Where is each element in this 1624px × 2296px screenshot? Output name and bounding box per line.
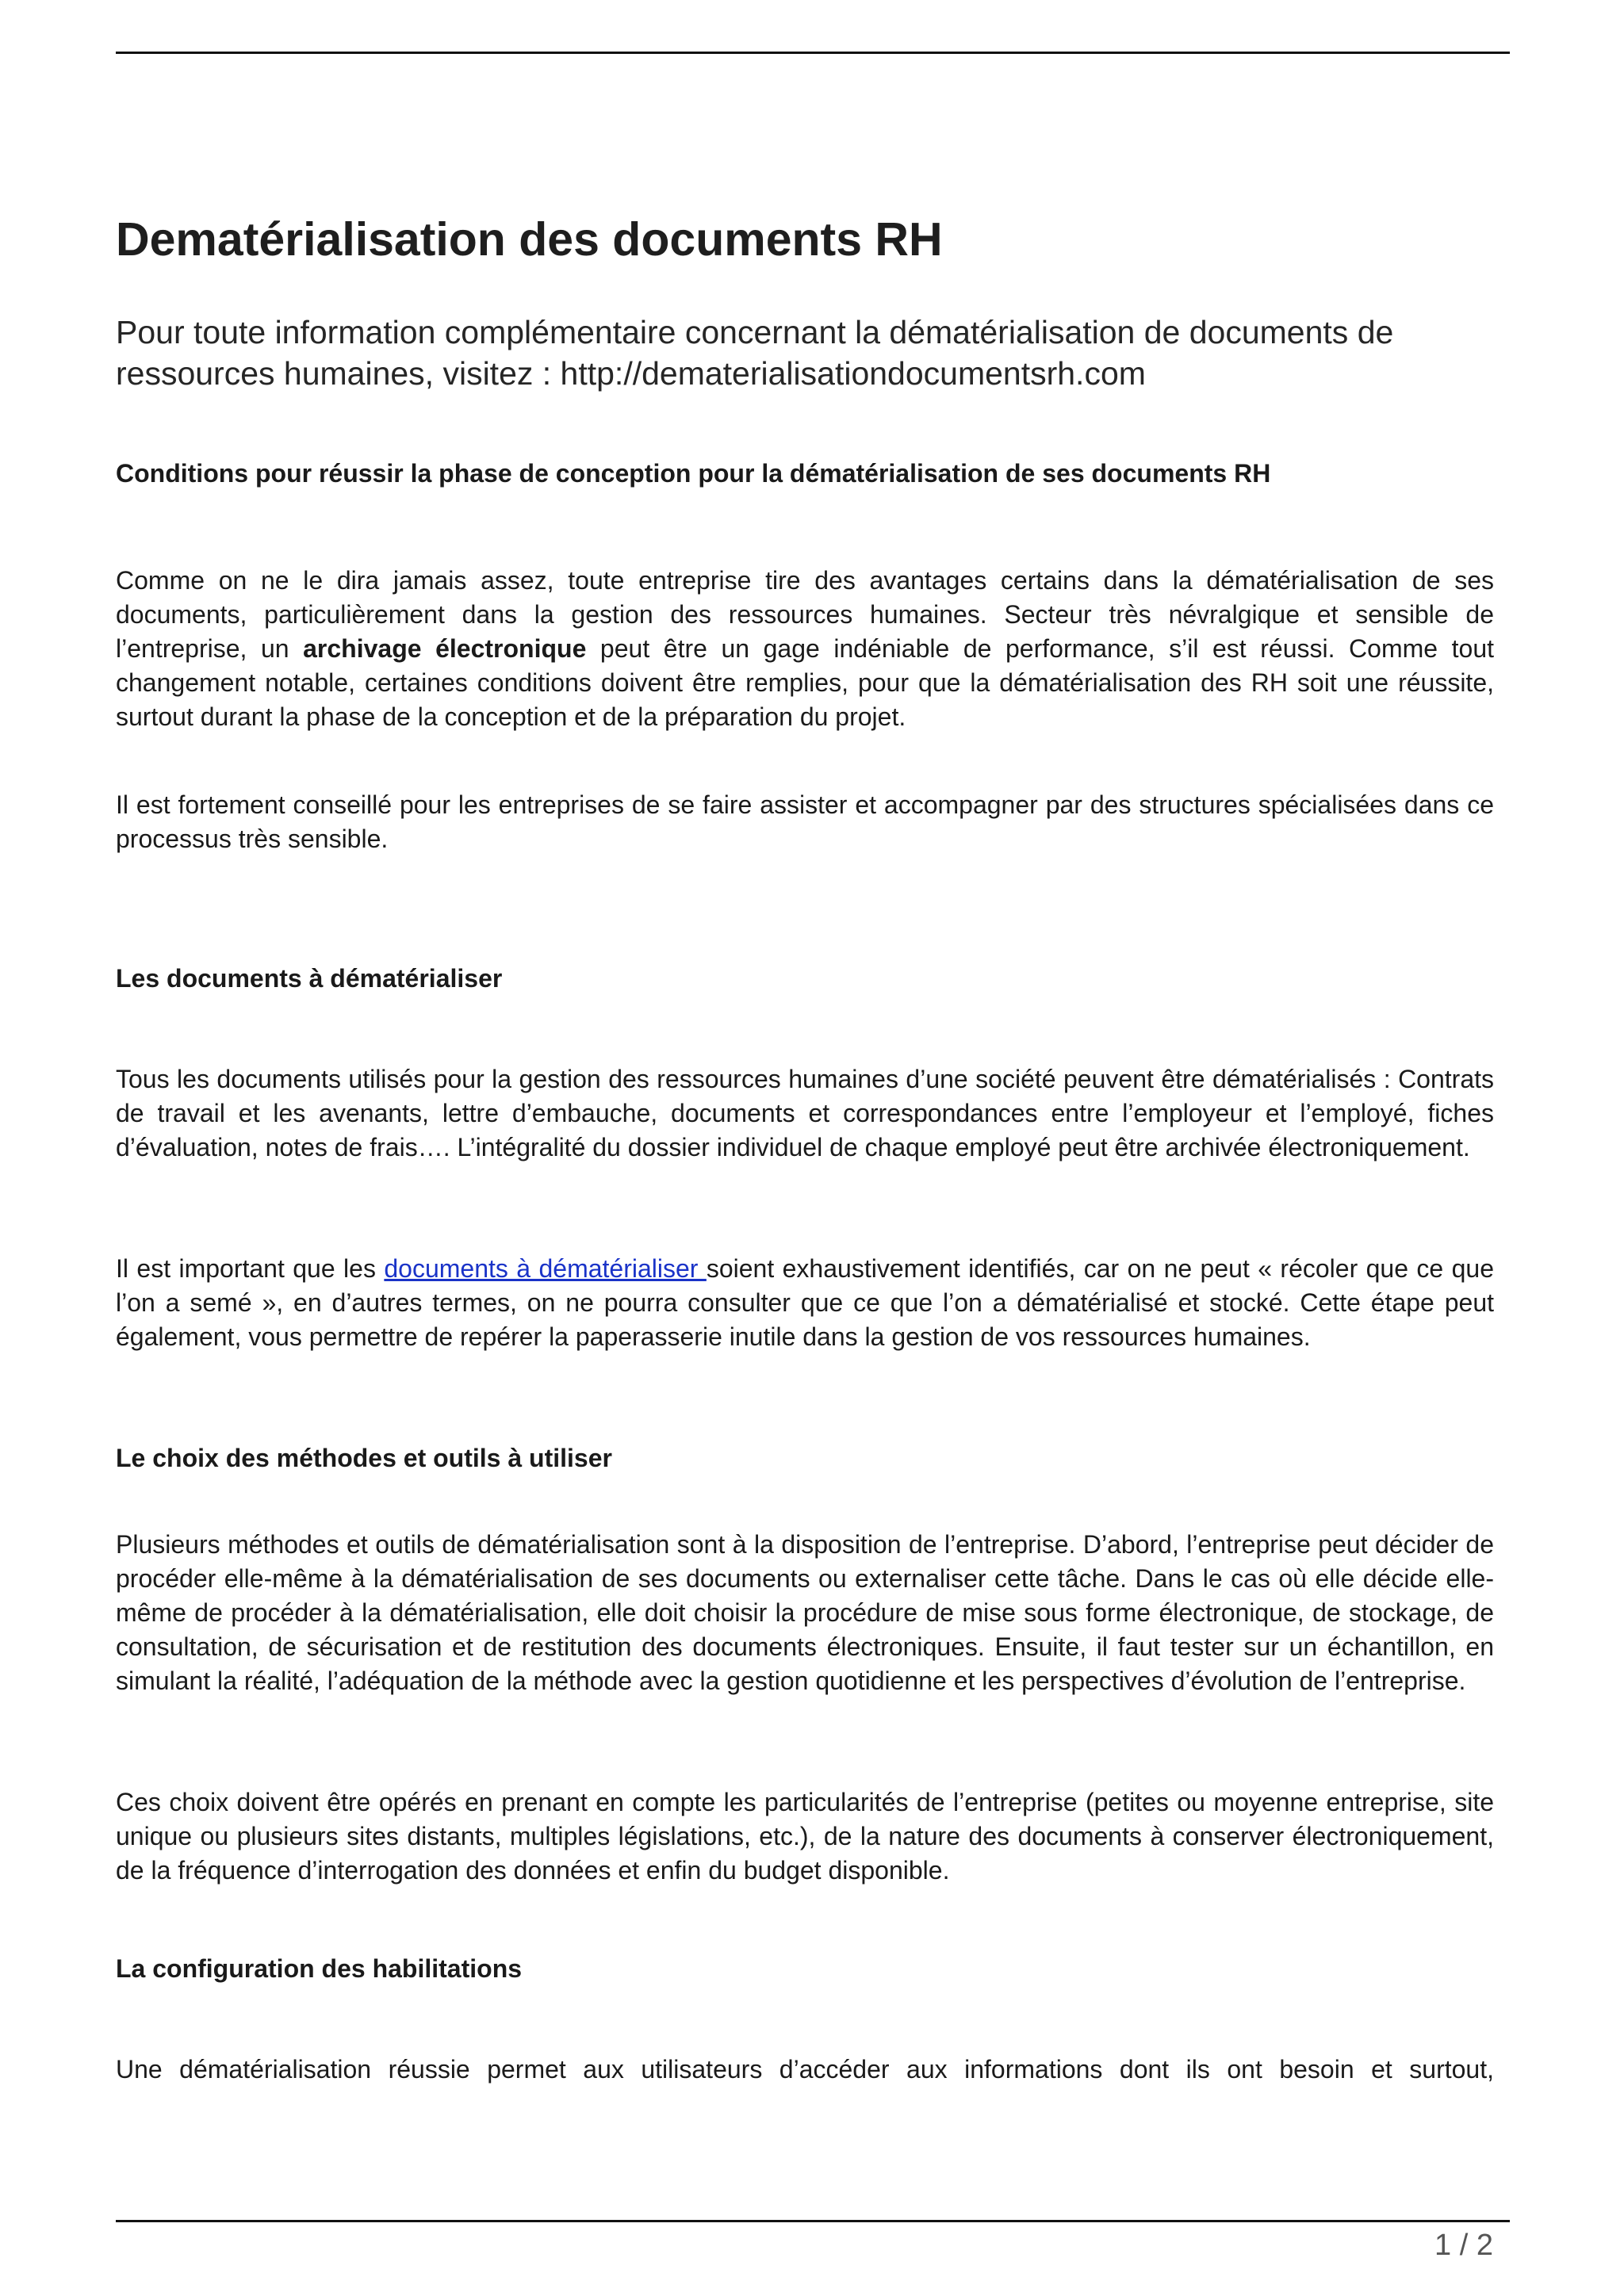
section-heading-methods: Le choix des méthodes et outils à utiliser bbox=[116, 1444, 612, 1472]
paragraph-identification bbox=[116, 1252, 1494, 1354]
paragraph-methods: Plusieurs méthodes et outils de dématérialisation sont à la disposition de l’entreprise. D’abord, l’entreprise peut décider de procéder elle-même à la dématérialisation de ses documents ou externaliser cette tâche. Dans le cas où elle décide elle-même de procéder à la dématérialisation, elle doit choisir la procédure de mise sous forme électronique, de stockage, de consultation, de sécurisation et de restitution des documents électroniques. Ensuite, il faut tester sur un échantillon, en simulant la réalité, l’adéquation de la méthode avec la gestion quotidienne et les perspectives d’évolution de l’entreprise. bbox=[116, 1530, 1494, 1695]
paragraph-text: peut être un gage indéniable de performance, s’il est réussi. Comme tout changement notable, certaines conditions doivent être remplies, pour que la dématérialisation des RH soit une réussite, surtout durant la phase de la conception et de la préparation du projet. bbox=[116, 634, 1495, 731]
paragraph-documents-list: Tous les documents utilisés pour la gestion des ressources humaines d’une société peuvent être dématérialisés : Contrats de travail et les avenants, lettre d’embauche, documents et correspondances entre l’employeur et l’employé, fiches d’évaluation, notes de frais…. L’intégralité du dossier individuel de chaque employé peut être archivée électroniquement. bbox=[116, 1065, 1494, 1161]
paragraph-choices: Ces choix doivent être opérés en prenant en compte les particularités de l’entreprise (petites ou moyenne entreprise, site unique ou plusieurs sites distants, multiples législations, etc.), de la nature des documents à conserver électroniquement, de la fréquence d’interrogation des données et enfin du budget disponible. bbox=[116, 1788, 1494, 1885]
paragraph-assistance: Il est fortement conseillé pour les entreprises de se faire assister et accompagner par des structures spécialisées dans ce processus très sensible. bbox=[116, 790, 1494, 853]
page-number: 1 / 2 bbox=[1434, 2229, 1493, 2262]
paragraph-advantages bbox=[116, 564, 1494, 734]
section-heading-conception: Conditions pour réussir la phase de conception pour la dématérialisation de ses documents RH bbox=[116, 459, 1271, 488]
footer-rule bbox=[116, 2220, 1510, 2222]
paragraph-text: Il est important que les bbox=[116, 1254, 385, 1283]
document-title: Dematérialisation des documents RH bbox=[116, 213, 943, 266]
section-heading-documents: Les documents à dématérialiser bbox=[116, 964, 503, 993]
paragraph-text: soient exhaustivement identifiés, car on ne peut « récoler que ce que l’on a semé », en d’autres termes, on ne pourra consulter que ce que l’on a dématérialisé et stocké. Cette étape peut également, vous permettre de repérer la paperasserie inutile dans la gestion de vos ressources humaines. bbox=[116, 1254, 1495, 1351]
bold-term: archivage électronique bbox=[303, 634, 587, 663]
section-heading-habilitations: La configuration des habilitations bbox=[116, 1954, 523, 1983]
paragraph-habilitations: Une dématérialisation réussie permet aux utilisateurs d’accéder aux informations dont ils ont besoin et surtout, bbox=[116, 2055, 1494, 2084]
paragraph-text: Comme on ne le dira jamais assez, toute entreprise tire des avantages certains dans la dématérialisation de ses documents, particulièrement dans la gestion des ressources humaines. Secteur très névralgique et sensible de l’entreprise, un bbox=[116, 566, 1494, 663]
header-rule bbox=[116, 52, 1510, 54]
documents-link[interactable]: documents à dématérialiser bbox=[384, 1254, 707, 1283]
intro-paragraph: Pour toute information complémentaire concernant la dématérialisation de documents de ressources humaines, visitez : http://dematerialisationdocumentsrh.com bbox=[116, 314, 1394, 392]
